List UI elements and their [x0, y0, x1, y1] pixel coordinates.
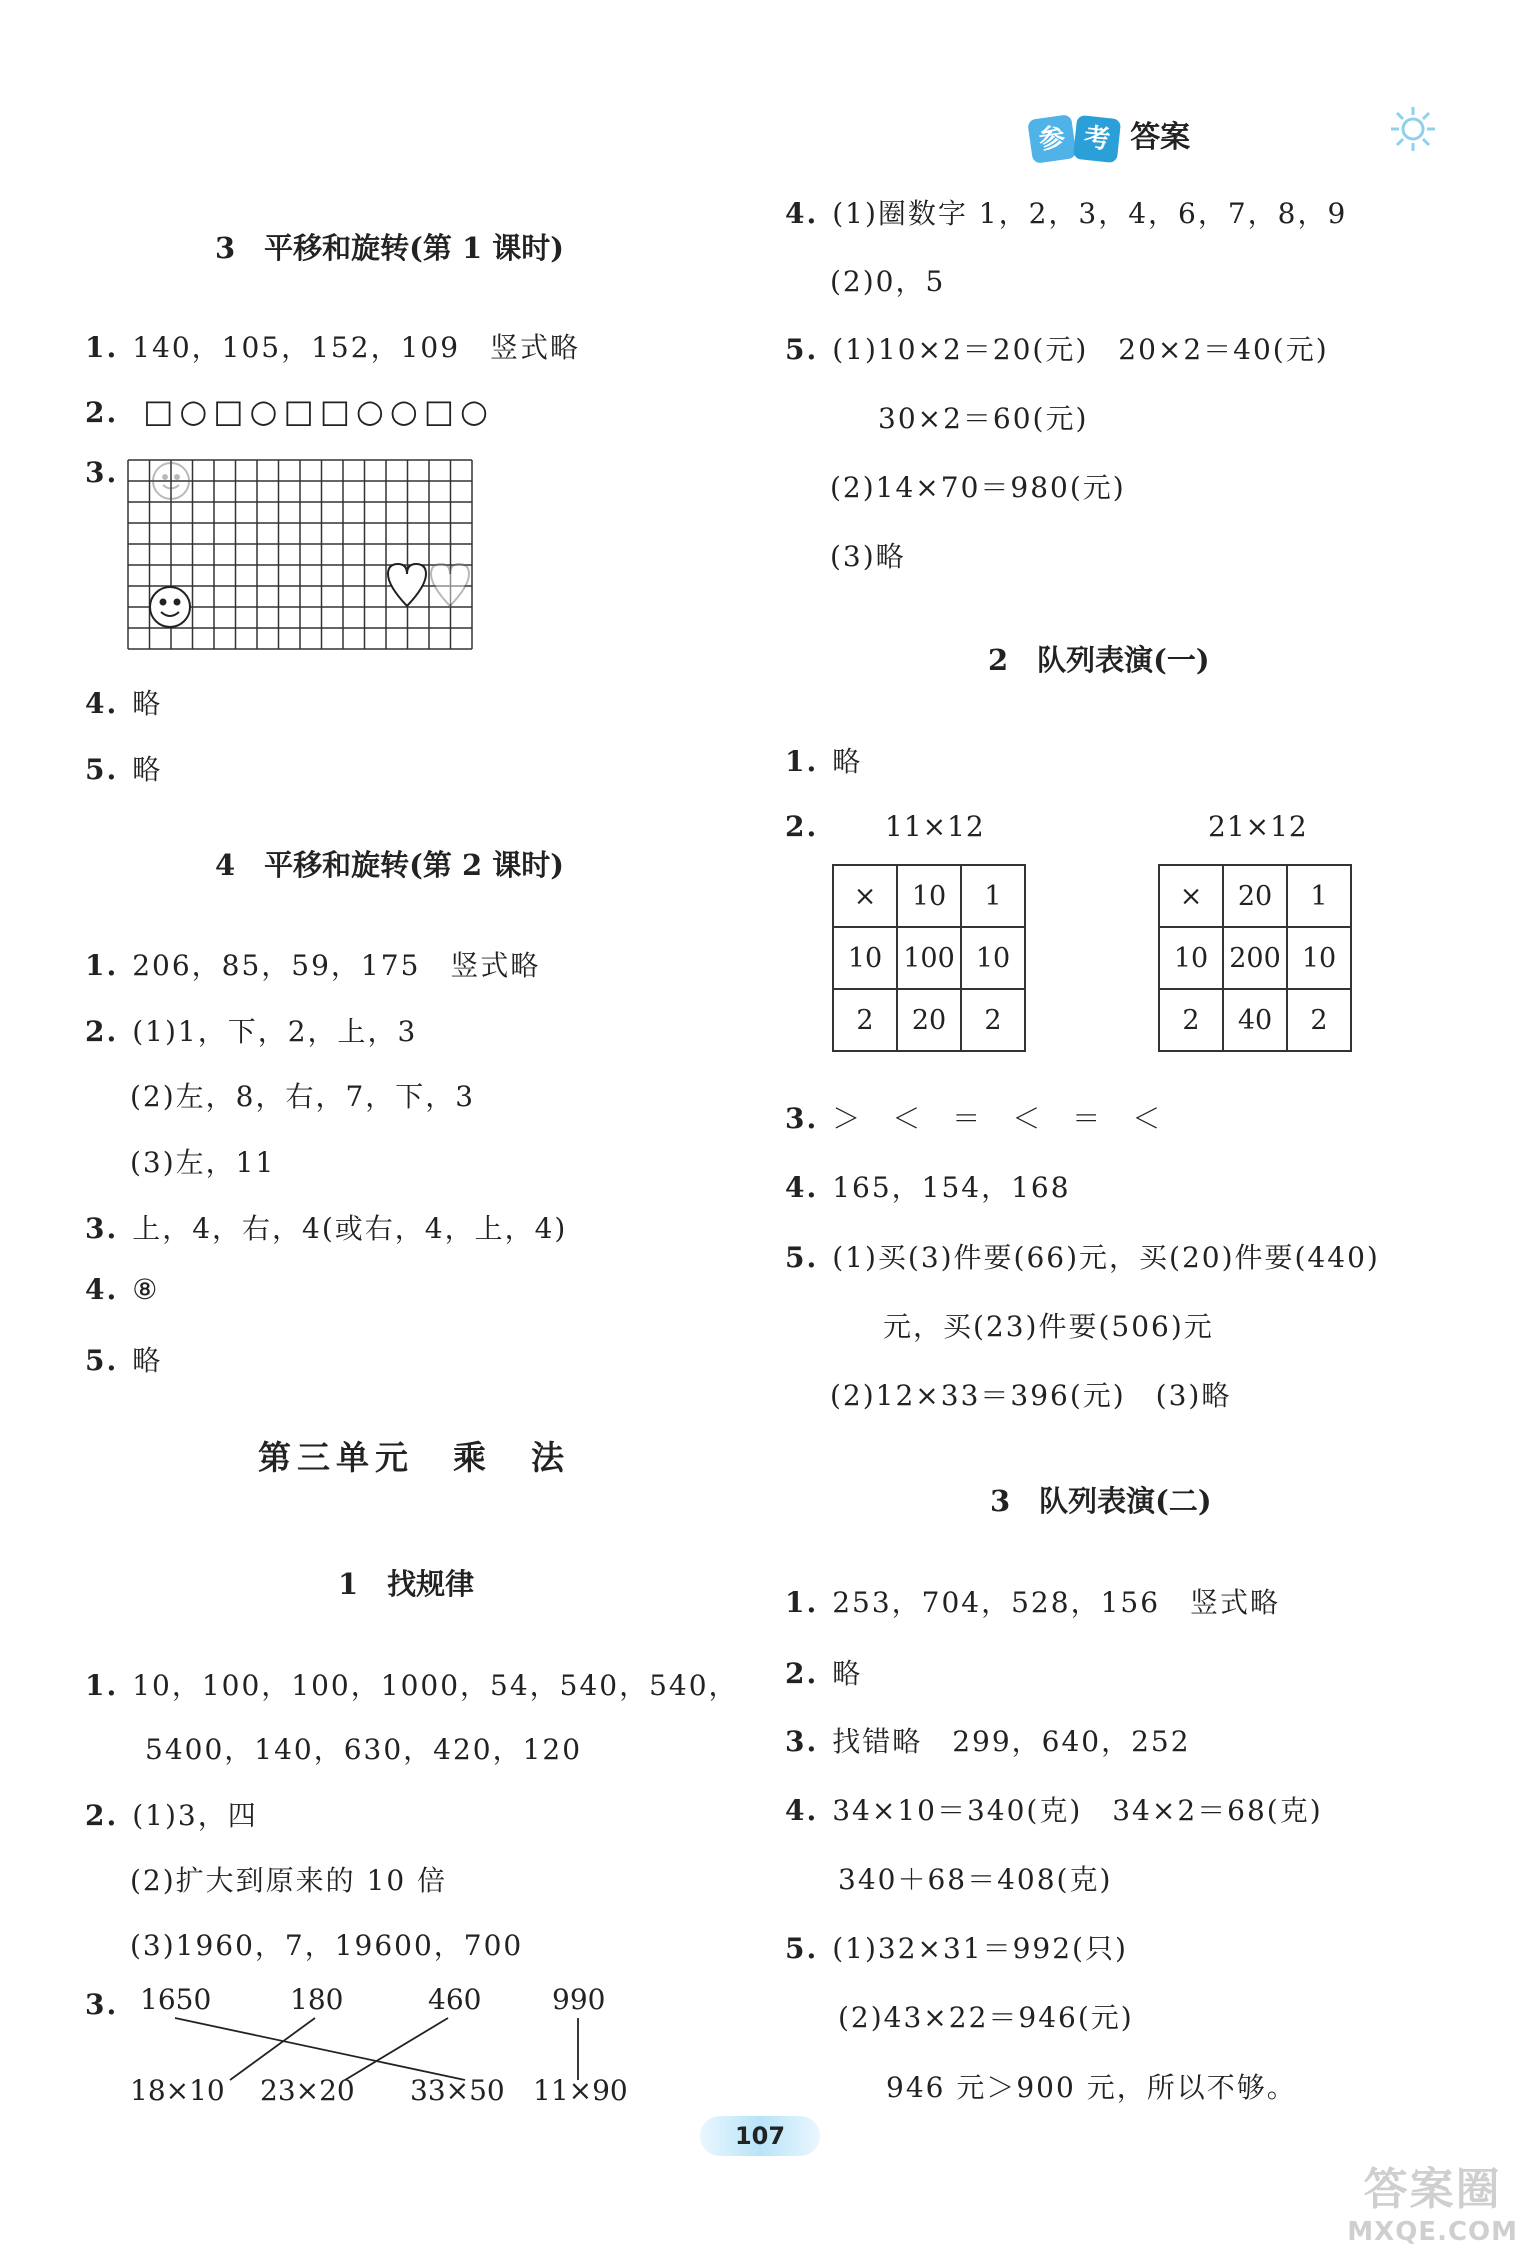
table-row: × 20 1 [1159, 865, 1351, 927]
list-item: 4. ⑧ [85, 1273, 160, 1306]
list-item: (2)扩大到原来的 10 倍 [130, 1864, 448, 1897]
table-row: 2 40 2 [1159, 989, 1351, 1051]
match-top-3: 460 [428, 1983, 482, 2016]
list-item: 340＋68＝408(克) [838, 1863, 1113, 1896]
list-item: 3. 上，4，右，4(或右，4，上，4) [85, 1212, 568, 1245]
list-item: 2. 略 [785, 1657, 863, 1690]
list-item: 1. 140，105，152，109 竖式略 [85, 331, 581, 364]
section-title-find-pattern: 1 找规律 [338, 1567, 475, 1601]
table1-title: 11×12 [885, 810, 985, 843]
match-bottom-3: 33×50 [410, 2074, 505, 2107]
sun-decoration-icon [1388, 104, 1438, 154]
list-item: 5. 略 [85, 753, 163, 786]
list-item: 元，买(23)件要(506)元 [883, 1310, 1214, 1343]
list-item: 1. 10，100，100，1000，54，540，540， [85, 1669, 739, 1702]
list-item: 2. (1)1，下，2，上，3 [85, 1015, 418, 1048]
list-item: 3. [85, 456, 119, 489]
table2-title: 21×12 [1208, 810, 1308, 843]
section-title-queue-performance-1: 2 队列表演(一) [988, 643, 1210, 677]
match-bottom-2: 23×20 [260, 2074, 355, 2107]
watermark: 答案圈 MXQE.COM [1347, 2164, 1518, 2247]
list-item: (2)0，5 [830, 265, 946, 298]
header-badge-2: 考 [1073, 115, 1121, 163]
list-item: (3)左，11 [130, 1146, 276, 1179]
smiley-face-icon [150, 587, 190, 627]
list-item: 3. [85, 1988, 119, 2021]
list-item: (2)14×70＝980(元) [830, 471, 1126, 504]
match-top-1: 1650 [140, 1983, 212, 2016]
table-row: 2 20 2 [833, 989, 1025, 1051]
section-title-translation-rotation-2: 4 平移和旋转(第 2 课时) [215, 848, 564, 882]
list-item: 4. (1)圈数字 1，2，3，4，6，7，8，9 [785, 197, 1348, 230]
table-row: × 10 1 [833, 865, 1025, 927]
list-item: 4. 略 [85, 687, 163, 720]
list-item: 3. 找错略 299，640，252 [785, 1725, 1191, 1758]
list-item: 2. (1)3，四 [85, 1799, 258, 1832]
list-item: 5. 略 [85, 1344, 163, 1377]
translation-grid-figure [126, 458, 476, 654]
list-item: 2. □○□○□□○○□○ [85, 392, 494, 430]
list-item: (2)12×33＝396(元) (3)略 [830, 1379, 1232, 1412]
heart-faded-icon [431, 564, 469, 606]
list-item: 1. 206，85，59，175 竖式略 [85, 949, 541, 982]
match-bottom-4: 11×90 [533, 2074, 628, 2107]
list-item: 5400，140，630，420，120 [145, 1733, 583, 1766]
match-top-4: 990 [552, 1983, 606, 2016]
list-item: 5. (1)买(3)件要(66)元，买(20)件要(440) [785, 1241, 1380, 1274]
list-item: 1. 253，704，528，156 竖式略 [785, 1586, 1281, 1619]
list-item: 4. 165，154，168 [785, 1171, 1071, 1204]
header-badge-1: 参 [1027, 114, 1077, 164]
header-title: 答案 [1130, 120, 1191, 155]
heart-icon [388, 564, 426, 606]
list-item: 3. ＞ ＜ ＝ ＜ ＝ ＜ [785, 1102, 1163, 1135]
list-item: (3)略 [830, 540, 906, 573]
section-title-translation-rotation-1: 3 平移和旋转(第 1 课时) [215, 231, 564, 265]
multiplication-grid-table-1 [832, 864, 1026, 1052]
table-row: 10 100 10 [833, 927, 1025, 989]
section-title-queue-performance-2: 3 队列表演(二) [990, 1484, 1212, 1518]
unit-title-multiplication: 第三单元 乘 法 [258, 1438, 570, 1477]
match-top-2: 180 [290, 1983, 344, 2016]
list-item: (3)1960，7，19600，700 [130, 1929, 524, 1962]
answer-header [1030, 112, 1190, 161]
match-bottom-1: 18×10 [130, 2074, 225, 2107]
list-item: (2)43×22＝946(元) [838, 2001, 1134, 2034]
shape-sequence: □○□○□□○○□○ [143, 392, 494, 430]
list-item: 946 元＞900 元，所以不够。 [886, 2071, 1297, 2104]
multiplication-grid-table-2 [1158, 864, 1352, 1052]
page-number: 107 [700, 2116, 820, 2156]
list-item: 5. (1)32×31＝992(只) [785, 1932, 1128, 1965]
list-item: 30×2＝60(元) [878, 402, 1089, 435]
table-row: 10 200 10 [1159, 927, 1351, 989]
list-item: 2. [785, 810, 819, 843]
list-item: 5. (1)10×2＝20(元) 20×2＝40(元) [785, 333, 1329, 366]
list-item: 1. 略 [785, 745, 863, 778]
list-item: (2)左，8，右，7，下，3 [130, 1080, 476, 1113]
list-item: 4. 34×10＝340(克) 34×2＝68(克) [785, 1794, 1323, 1827]
